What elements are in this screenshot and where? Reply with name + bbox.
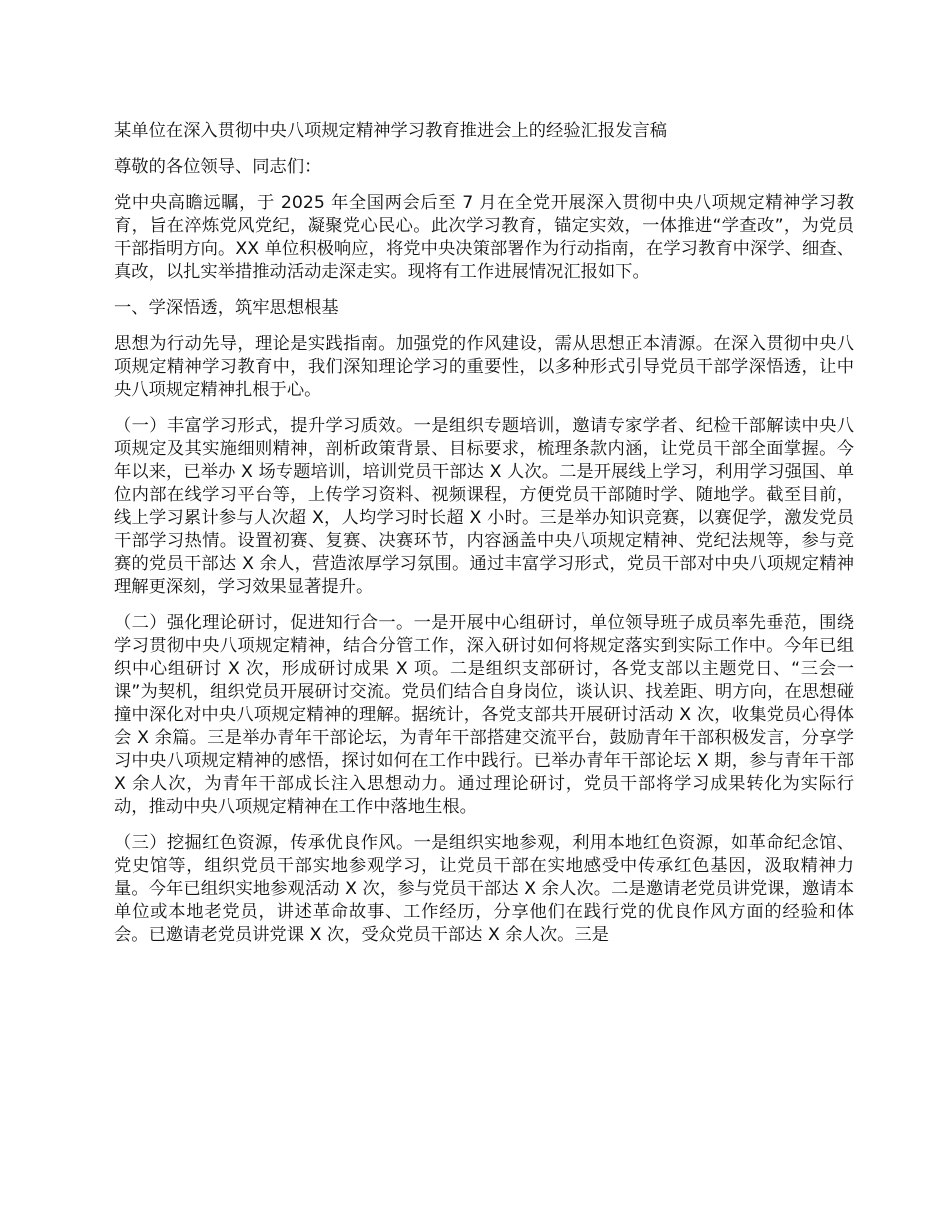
section-1-intro-paragraph: 思想为行动先导，理论是实践指南。加强党的作风建设，需从思想正本清源。在深入贯彻中央八项规定精神学习教育中，我们深知理论学习的重要性，以多种形式引导党员干部学深悟透，让中央八项规定精神扎根于心。 (114, 334, 854, 400)
salutation: 尊敬的各位领导、同志们： (114, 157, 322, 177)
subsection-3-paragraph: （三）挖掘红色资源，传承优良作风。一是组织实地参观，利用本地红色资源，如革命纪念馆、党史馆等，组织党员干部实地参观学习，让党员干部在实地感受中传承红色基因，汲取精神力量。今年已组织实地参观活动 X 次，参与党员干部达 X 余人次。二是邀请老党员讲党课，邀请本单位或本地老党员，讲述革命故事、工作经历，分享他们在践行党的优良作风方面的经验和体会。已邀请老党员讲党课 X 次，受众党员干部达 X 余人次。三是 (114, 833, 854, 945)
intro-paragraph: 党中央高瞻远瞩，于 2025 年全国两会后至 7 月在全党开展深入贯彻中央八项规定精神学习教育，旨在淬炼党风党纪，凝聚党心民心。此次学习教育，锚定实效，一体推进“学查改”，为党员干部指明方向。XX 单位积极响应，将党中央决策部署作为行动指南，在学习教育中深学、细查、真改，以扎实举措推动活动走深走实。现将有工作进展情况汇报如下。 (114, 193, 854, 282)
subsection-2-paragraph: （二）强化理论研讨，促进知行合一。一是开展中心组研讨，单位领导班子成员率先垂范，围绕学习贯彻中央八项规定精神，结合分管工作，深入研讨如何将规定落实到实际工作中。今年已组织中心组研讨 X 次，形成研讨成果 X 项。二是组织支部研讨，各党支部以主题党日、“三会一课”为契机，组织党员开展研讨交流。党员们结合自身岗位，谈认识、找差距、明方向，在思想碰撞中深化对中央八项规定精神的理解。据统计，各党支部共开展研讨活动 X 次，收集党员心得体会 X 余篇。三是举办青年干部论坛，为青年干部搭建交流平台，鼓励青年干部积极发言，分享学习中央八项规定精神的感悟，探讨如何在工作中践行。已举办青年干部论坛 X 期，参与青年干部 X 余人次，为青年干部成长注入思想动力。通过理论研讨，党员干部将学习成果转化为实际行动，推动中央八项规定精神在工作中落地生根。 (114, 613, 854, 817)
document-body (114, 120, 854, 960)
document-title: 某单位在深入贯彻中央八项规定精神学习教育推进会上的经验汇报发言稿 (114, 121, 668, 141)
section-heading-1: 一、学深悟透，筑牢思想根基 (114, 298, 339, 318)
subsection-1-paragraph: （一）丰富学习形式，提升学习质效。一是组织专题培训，邀请专家学者、纪检干部解读中央八项规定及其实施细则精神，剖析政策背景、目标要求，梳理条款内涵，让党员干部全面掌握。今年以来，已举办 X 场专题培训，培训党员干部达 X 人次。二是开展线上学习，利用学习强国、单位内部在线学习平台等，上传学习资料、视频课程，方便党员干部随时学、随地学。截至目前，线上学习累计参与人次超 X，人均学习时长超 X 小时。三是举办知识竞赛，以赛促学，激发党员干部学习热情。设置初赛、复赛、决赛环节，内容涵盖中央八项规定精神、党纪法规等，参与竞赛的党员干部达 X 余人，营造浓厚学习氛围。通过丰富学习形式，党员干部对中央八项规定精神理解更深刻，学习效果显著提升。 (114, 416, 854, 597)
